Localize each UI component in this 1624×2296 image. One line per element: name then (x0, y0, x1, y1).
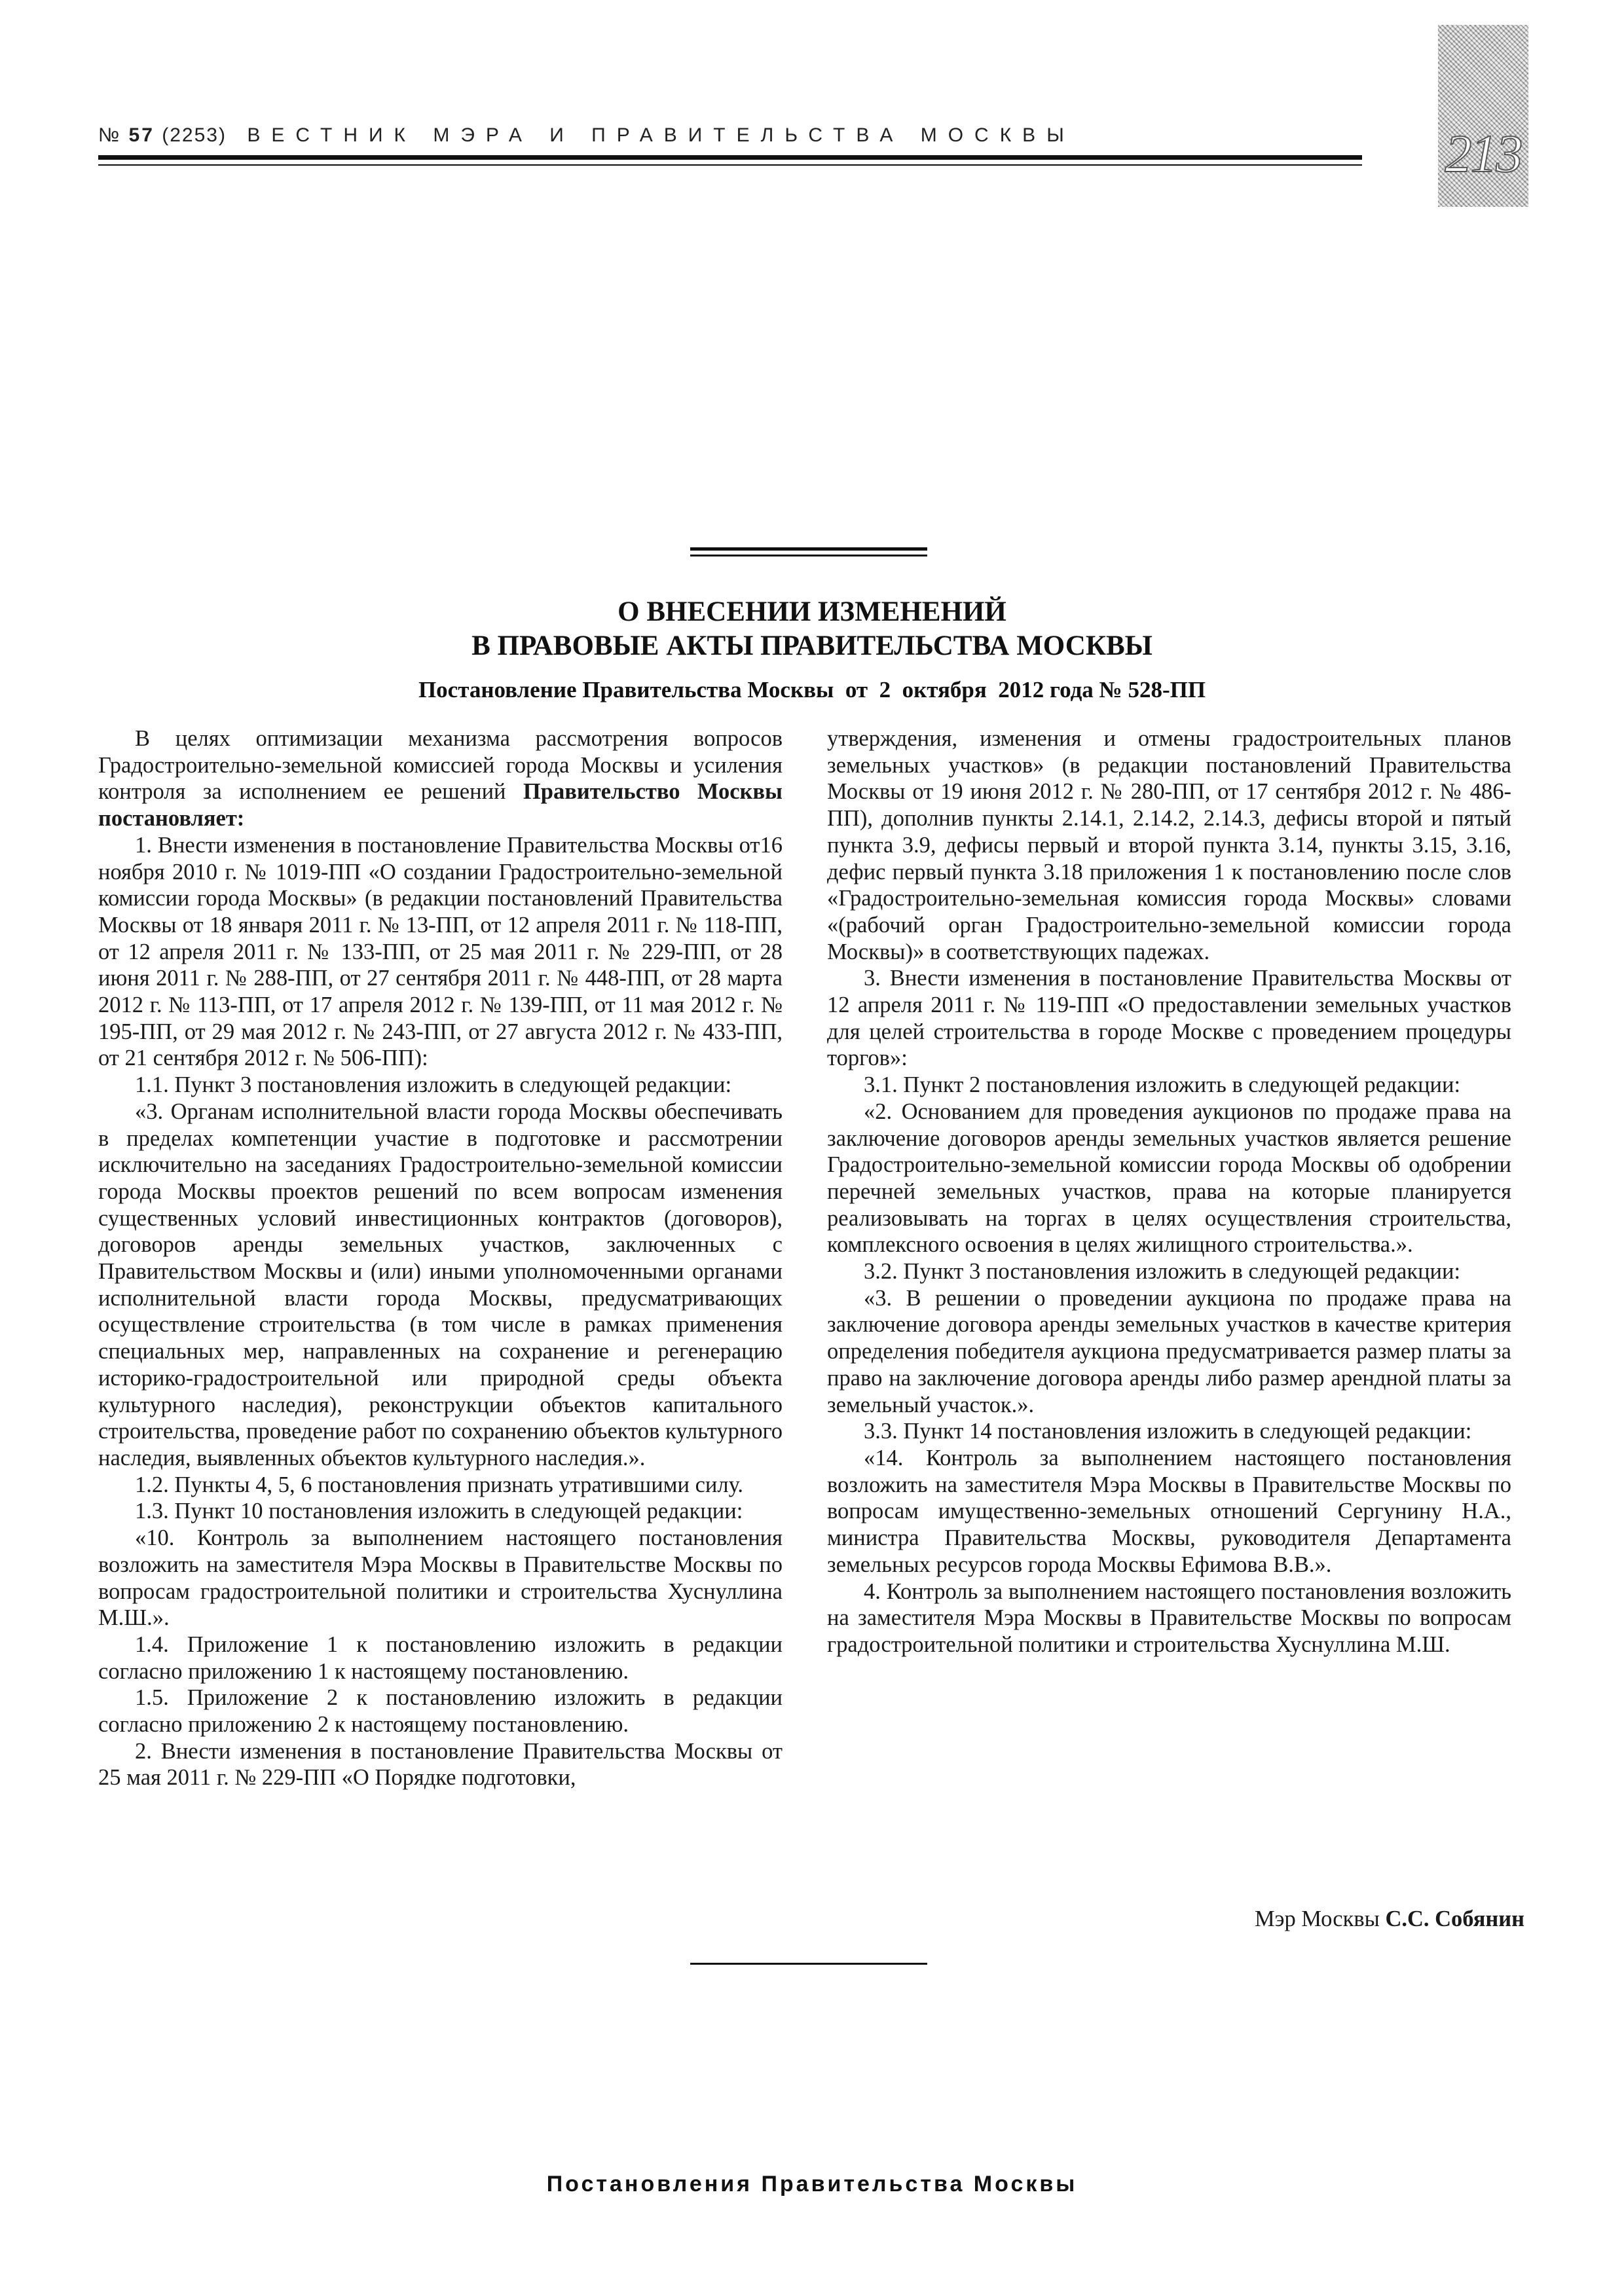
title-rule-thick (690, 547, 927, 551)
header-rule-thick (98, 155, 1362, 160)
preamble-text: В целях оптимизации механизма рассмотрения вопросов Градостроительно-земельной комиссией города Москвы и усиления контроля за исполнением ее решений (98, 726, 783, 805)
page-number: 213 (1445, 124, 1522, 183)
preamble-resolution: Правительство Москвы постановляет: (98, 779, 783, 831)
page-number-badge (1438, 25, 1528, 207)
paragraph-1-5: 1.5. Приложение 2 к постановлению изложить в редакции согласно приложению 2 к настоящему постановлению. (98, 1685, 783, 1738)
title-rule-thin (690, 555, 927, 556)
number-sign: № (98, 124, 122, 146)
footer-section-title: Постановления Правительства Москвы (546, 2172, 1078, 2196)
signature (1255, 1906, 1524, 1932)
paragraph-2-continued: утверждения, изменения и отмены градостроительных планов земельных участков» (в редакции постановлений Правительства Москвы от 19 июня 2012 г. № 280-ПП, от 17 сентября 2012 г. № 486-ПП), дополнив пункты 2.14.1, 2.14.2, 2.14.3, дефисы второй и пятый пункта 3.9, дефисы первый и второй пункта 3.14, пункты 3.15, 3.16, дефис первый пункта 3.18 приложения 1 к постановлению после слов «Градостроительно-земельная комиссия города Москвы» словами «(рабочий орган Градостроительно-земельной комиссии города Москвы)» в соответствующих падежах. (827, 726, 1511, 964)
paragraph-1-3: 1.3. Пункт 10 постановления изложить в следующей редакции: (135, 1499, 743, 1524)
paragraph-2-start: 2. Внести изменения в постановление Правительства Москвы от 25 мая 2011 г. № 229-ПП «О Порядке подготовки, (98, 1738, 783, 1791)
running-header (98, 124, 1075, 147)
preamble (98, 725, 783, 832)
paragraph-1-2: 1.2. Пункты 4, 5, 6 постановления признать утратившими силу. (135, 1472, 743, 1497)
right-column (827, 725, 1511, 1658)
paragraph-3-3: 3.3. Пункт 14 постановления изложить в следующей редакции: (864, 1419, 1472, 1444)
paragraph-3-3-quote: «14. Контроль за выполнением настоящего постановления возложить на заместителя Мэра Москвы в Правительстве Москвы по вопросам имущественно-земельных отношений Сергунину Н.А., министра Правительства Москвы, руководителя Департамента земельных ресурсов города Москвы Ефимова В.В.». (827, 1445, 1511, 1577)
header-rule-thin (98, 164, 1362, 166)
document-title-line-2: В ПРАВОВЫЕ АКТЫ ПРАВИТЕЛЬСТВА МОСКВЫ (471, 630, 1153, 661)
signature-position: Мэр Москвы (1254, 1906, 1380, 1931)
paragraph-1-3-quote: «10. Контроль за выполнением настоящего постановления возложить на заместителя Мэра Москвы в Правительстве Москвы по вопросам градостроительной политики и строительства Хуснуллина М.Ш.». (98, 1525, 783, 1631)
paragraph-1-1-quote: «3. Органам исполнительной власти города Москвы обеспечивать в пределах компетенции участие в подготовке и рассмотрении исключительно на заседаниях Градостроительно-земельной комиссии города Москвы проектов решений по всем вопросам изменения существенных условий инвестиционных контрактов (договоров), договоров аренды земельных участков, заключенных с Правительством Москвы и (или) иными уполномоченными органами исполнительной власти города Москвы, предусматривающих осуществление строительства (в том числе в рамках применения специальных мер, направленных на сохранение и регенерацию историко-градостроительной или природной среды объекта культурного наследия), реконструкции объектов капитального строительства, проведение работ по сохранению объектов культурного наследия, выявленных объектов культурного наследия.». (98, 1099, 783, 1470)
paragraph-1-4: 1.4. Приложение 1 к постановлению изложить в редакции согласно приложению 1 к настоящему постановлению. (98, 1631, 783, 1684)
paragraph-3: 3. Внести изменения в постановление Правительства Москвы от 12 апреля 2011 г. № 119-ПП «О предоставлении земельных участков для целей строительства в городе Москве с проведением процедуры торгов»: (827, 966, 1511, 1071)
paragraph-3-1: 3.1. Пункт 2 постановления изложить в следующей редакции: (864, 1072, 1461, 1098)
issue-total: (2253) (162, 124, 227, 146)
journal-title: ВЕСТНИК МЭРА И ПРАВИТЕЛЬСТВА МОСКВЫ (247, 124, 1075, 146)
paragraph-3-2: 3.2. Пункт 3 постановления изложить в следующей редакции: (864, 1259, 1461, 1285)
document-title-line-1: О ВНЕСЕНИИ ИЗМЕНЕНИЙ (618, 596, 1006, 627)
paragraph-4: 4. Контроль за выполнением настоящего постановления возложить на заместителя Мэра Москвы в Правительстве Москвы по вопросам градостроительной политики и строительства Хуснуллина М.Ш. (827, 1578, 1511, 1657)
paragraph-1: 1. Внести изменения в постановление Правительства Москвы от16 ноября 2010 г. № 1019-ПП «О создании Градостроительно-земельной комиссии города Москвы» (в редакции постановлений Правительства Москвы от 18 января 2011 г. № 13-ПП, от 12 апреля 2011 г. № 118-ПП, от 12 апреля 2011 г. № 133-ПП, от 25 мая 2011 г. № 229-ПП, от 28 июня 2011 г. № 288-ПП, от 27 сентября 2011 г. № 448-ПП, от 28 марта 2012 г. № 113-ПП, от 17 апреля 2012 г. № 139-ПП, от 11 мая 2012 г. № 195-ПП, от 29 мая 2012 г. № 243-ПП, от 27 августа 2012 г. № 433-ПП, от 21 сентября 2012 г. № 506-ПП): (98, 832, 783, 1071)
document-subtitle: Постановление Правительства Москвы от 2 октября 2012 года № 528-ПП (418, 677, 1206, 702)
left-column (98, 725, 783, 1791)
paragraph-3-2-quote: «3. В решении о проведении аукциона по продаже права на заключение договора аренды земельных участков в качестве критерия определения победителя аукциона предусматривается размер платы за право на заключение договора аренды либо размер арендной платы за земельный участок.». (827, 1285, 1511, 1417)
paragraph-3-1-quote: «2. Основанием для проведения аукционов по продаже права на заключение договоров аренды земельных участков является решение Градостроительно-земельной комиссии города Москвы об одобрении перечней земельных участков, права на которые планируется реализовывать на торгах в целях осуществления строительства, комплексного освоения в целях жилищного строительства.». (827, 1099, 1511, 1258)
paragraph-1-1: 1.1. Пункт 3 постановления изложить в следующей редакции: (135, 1072, 732, 1098)
end-rule (690, 1963, 927, 1965)
issue-number: 57 (128, 124, 155, 146)
signature-name: С.С. Собянин (1385, 1906, 1524, 1931)
